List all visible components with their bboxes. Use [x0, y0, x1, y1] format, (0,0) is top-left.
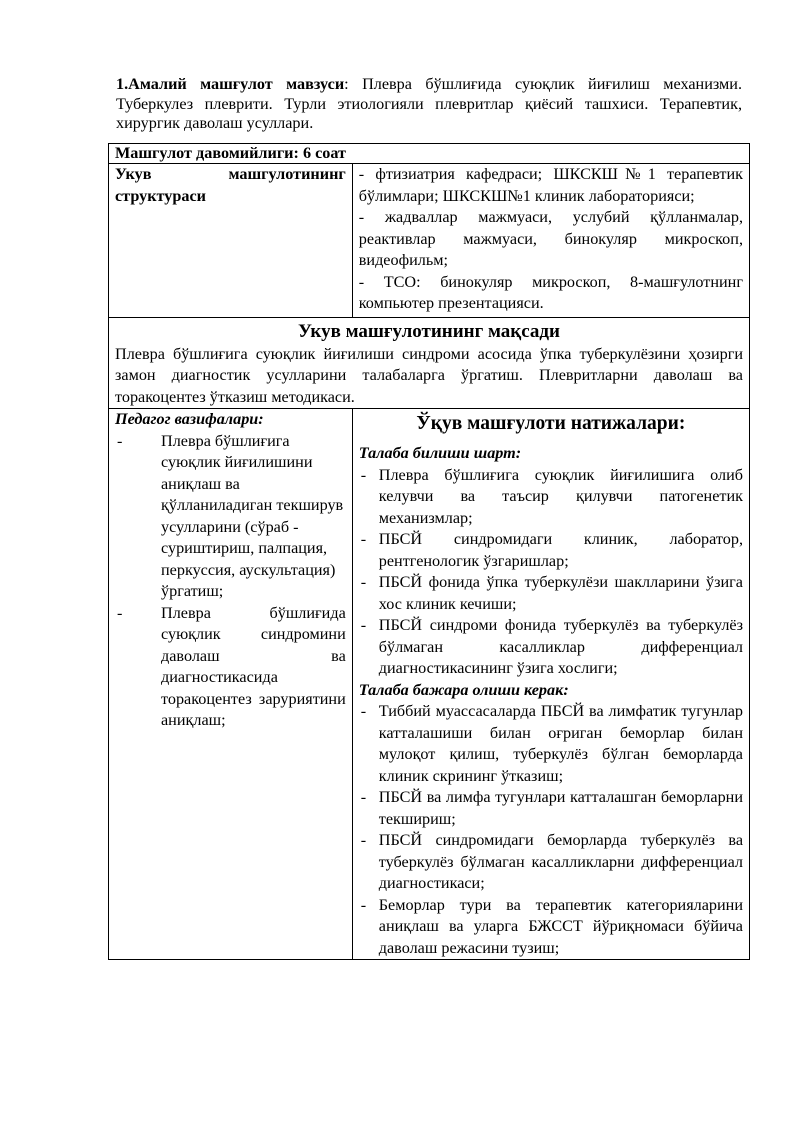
- structure-label-line-2: структураси: [115, 186, 206, 205]
- structure-content-cell: [352, 164, 749, 318]
- do-list: [359, 701, 743, 959]
- goal-text: Плевра бўшлиғига суюқлик йиғилиши синдроми асосида ўпка туберкулёзини ҳозирги замон диагностик усулларини талабаларга ўргатиш. Плевритларни даволаш ва торакоцентез ўтказиш методикаси.: [115, 344, 743, 406]
- do-item: - ПБСЙ синдромидаги беморларда туберкулёз ва туберкулёз бўлмаган касалликларни дифференциал диагностикаси;: [359, 830, 743, 895]
- results-cell: [352, 409, 749, 960]
- structure-item: - ТСО: бинокуляр микроскоп, 8-машғулотнинг компьютер презентацияси.: [358, 272, 743, 312]
- know-list: [359, 465, 743, 680]
- do-item: - Беморлар тури ва терапевтик категорияларини аниқлаш ва уларга БЖССТ йўриқномаси бўйича даволаш режасини тузиш;: [359, 895, 743, 960]
- know-item: - ПБСЙ синдромидаги клиник, лаборатор, рентгенологик ўзгаришлар;: [359, 529, 743, 572]
- structure-label-word-1: Укув: [115, 165, 152, 183]
- lesson-topic-heading: 1.Амалий машғулот мавзуси: [116, 75, 345, 93]
- do-title: Талаба бажара олиши керак:: [358, 680, 569, 699]
- structure-item: - фтизиатрия кафедраси; ШКСКШ№1 терапевтик бўлимлари; ШКСКШ№1 клиник лабораторияси;: [358, 165, 743, 205]
- pedagog-list: [115, 431, 346, 732]
- structure-row: [109, 164, 750, 318]
- structure-label-word-2: машгулотининг: [228, 165, 346, 183]
- know-title: Талаба билиши шарт:: [358, 444, 522, 462]
- structure-label: [115, 164, 346, 207]
- duration-cell: Машгулот давомийлиги: 6 соат: [109, 144, 750, 164]
- pedagog-item: - Плевра бўшлиғига суюқлик йиғилишини аниқлаш ва қўлланиладиган текширув усулларини (сўраб - суриштириш, палпация, перкуссия, аускультация) ўргатиш;: [115, 431, 346, 603]
- pedagog-title: Педагог вазифалари:: [115, 410, 264, 428]
- pedagog-cell: [109, 409, 353, 960]
- know-item: - Плевра бўшлиғига суюқлик йиғилишига олиб келувчи ва таъсир қилувчи патогенетик механизмлар;: [359, 465, 743, 530]
- results-title: Ўқув машғулоти натижалари:: [416, 413, 686, 434]
- structure-list: [359, 164, 743, 317]
- do-item: - ПБСЙ ва лимфа тугунлари катталашган беморларни текшириш;: [359, 787, 743, 830]
- tasks-results-row: [109, 409, 750, 960]
- goal-cell: [109, 317, 750, 409]
- structure-item: - жадваллар мажмуаси, услубий қўлланмалар, реактивлар мажмуаси, бинокуляр микроскоп, видеофильм;: [358, 208, 743, 269]
- know-item: - ПБСЙ синдроми фонида туберкулёз ва туберкулёз бўлмаган касалликлар дифференциал диагностикасининг ўзига хослиги;: [359, 615, 743, 680]
- structure-label-cell: [109, 164, 353, 318]
- lesson-topic: [116, 75, 742, 134]
- lesson-table: [108, 143, 750, 960]
- goal-title: Укув машғулотининг мақсади: [298, 320, 560, 342]
- lesson-topic-text: : Плевра бўшлиғида суюқлик йиғилиш механизми. Туберкулез плеврити. Турли этиологияли плевритлар қиёсий ташхиси. Терапевтик, хирургик даволаш усуллари.: [116, 75, 742, 132]
- pedagog-item: - Плевра бўшлиғида суюқлик синдромини даволаш ва диагностикасида торакоцентез заруриятини аниқлаш;: [115, 603, 346, 732]
- duration-row: [109, 144, 750, 164]
- goal-row: [109, 317, 750, 409]
- know-item: - ПБСЙ фонида ўпка туберкулёзи шаклларини ўзига хос клиник кечиши;: [359, 572, 743, 615]
- do-item: - Тиббий муассасаларда ПБСЙ ва лимфатик тугунлар катталашиши билан оғриган беморлар билан мулоқот қилиш, туберкулёз бўлган беморларда клиник скрининг ўтказиш;: [359, 701, 743, 787]
